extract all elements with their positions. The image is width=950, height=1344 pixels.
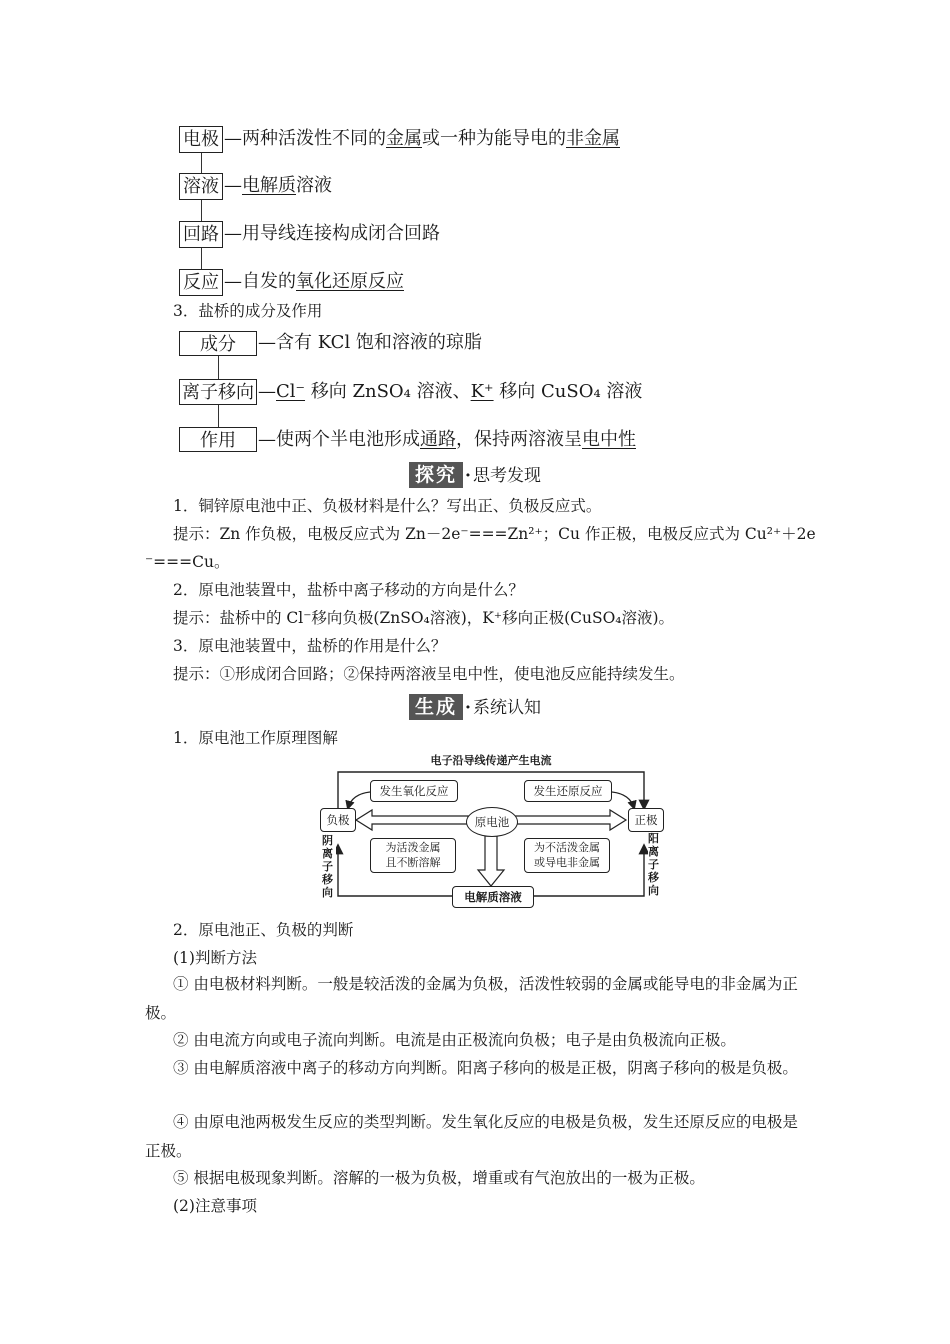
answer-1-line-1: 提示：Zn 作负极，电极反应式为 Zn－2e⁻===Zn²⁺；Cu 作正极，电极反应式为 Cu²⁺＋2e: [173, 525, 816, 543]
connector-line: [201, 152, 202, 174]
component-description: —含有 KCl 饱和溶液的琼脂: [258, 332, 482, 353]
box-ion-migration: 离子移向: [179, 379, 257, 405]
box-circuit: 回路: [179, 221, 223, 248]
solution-description: —电解质溶液: [224, 175, 332, 196]
reaction-description: —自发的氧化还原反应: [224, 271, 404, 292]
answer-1-line-2: ⁻===Cu。: [145, 553, 230, 571]
subsection-2-title: (2)注意事项: [173, 1197, 257, 1215]
galvanic-cell-ellipse: 原电池: [466, 807, 518, 837]
explore-badge: 探究: [409, 462, 463, 488]
rule-2-paragraph: ② 由电流方向或电子流向判断。电流是由正极流向负极；电子是由负极流向正极。: [173, 1031, 736, 1049]
electrolyte-box: 电解质溶液: [452, 886, 534, 908]
electrode-description: —两种活泼性不同的金属或一种为能导电的非金属: [224, 128, 620, 149]
connector-line: [201, 246, 202, 270]
explore-title: 思考发现: [472, 466, 541, 486]
rule-4-paragraph: ④ 由原电池两极发生反应的类型判断。发生氧化反应的电极是负极，发生还原反应的电极是正极。: [145, 1113, 798, 1160]
negative-electrode-box: 负极: [320, 808, 356, 832]
circuit-description: —用导线连接构成闭合回路: [224, 223, 440, 244]
section-3-title: 3．盐桥的成分及作用: [173, 302, 323, 320]
question-2: 2．原电池装置中，盐桥中离子移动的方向是什么？: [173, 581, 524, 599]
generate-heading: 生成 · 系统认知: [0, 694, 950, 721]
rule-5-paragraph: ⑤ 根据电极现象判断。溶解的一极为负极，增重或有气泡放出的一极为正极。: [173, 1169, 705, 1187]
box-electrode: 电极: [179, 126, 223, 153]
connector-line: [218, 404, 219, 428]
inactive-metal-box: 为不活泼金属 或导电非金属: [524, 838, 610, 873]
box-component: 成分: [179, 331, 257, 356]
subsection-1-title: (1)判断方法: [173, 949, 257, 967]
ion-migration-description: —Cl⁻ 移向 ZnSO₄ 溶液、K⁺ 移向 CuSO₄ 溶液: [258, 381, 643, 402]
positive-electrode-box: 正极: [628, 808, 664, 832]
generate-title: 系统认知: [472, 698, 541, 718]
item-2-title: 2．原电池正、负极的判断: [173, 921, 354, 939]
reduction-box: 发生还原反应: [524, 780, 612, 802]
box-function: 作用: [179, 427, 257, 452]
rule-3-paragraph: ③ 由电解质溶液中离子的移动方向判断。阳离子移向的极是正极，阴离子移向的极是负极。: [173, 1059, 798, 1077]
rule-1-paragraph: ① 由电极材料判断。一般是较活泼的金属为负极，活泼性较弱的金属或能导电的非金属为正极。: [145, 975, 798, 1022]
function-description: —使两个半电池形成通路，保持两溶液呈电中性: [258, 429, 636, 450]
active-metal-box: 为活泼金属 且不断溶解: [370, 838, 456, 873]
oxidation-box: 发生氧化反应: [370, 780, 458, 802]
box-solution: 溶液: [179, 173, 223, 200]
explore-heading: 探究 · 思考发现: [0, 462, 950, 489]
connector-line: [218, 355, 219, 379]
generate-badge: 生成: [409, 694, 463, 720]
box-reaction: 反应: [179, 269, 223, 296]
answer-2: 提示：盐桥中的 Cl⁻移向负极(ZnSO₄溶液)，K⁺移向正极(CuSO₄溶液)。: [173, 609, 675, 627]
cation-migration-label: 阳离子移向: [648, 832, 662, 897]
principle-diagram: [318, 752, 664, 912]
question-3: 3．原电池装置中，盐桥的作用是什么？: [173, 637, 447, 655]
anion-migration-label: 阴离子移向: [322, 834, 336, 899]
question-1: 1．铜锌原电池中正、负极材料是什么？写出正、负极反应式。: [173, 497, 602, 515]
item-1-title: 1．原电池工作原理图解: [173, 729, 338, 747]
connector-line: [201, 199, 202, 222]
electron-flow-label: 电子沿导线传递产生电流: [430, 754, 552, 767]
answer-3: 提示：①形成闭合回路；②保持两溶液呈电中性，使电池反应能持续发生。: [173, 665, 685, 683]
